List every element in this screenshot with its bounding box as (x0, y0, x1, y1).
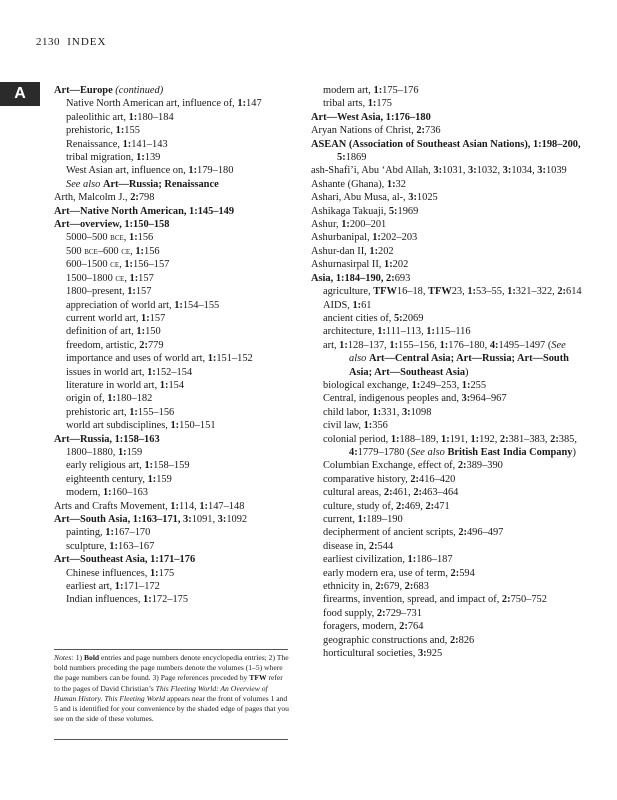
index-subentry: art, 1:128–137, 1:155–156, 1:176–180, 4:1495–1497 (See also Art—Central Asia; Art—Russia; Art—South Asia; Art—Southeast Asia) (323, 339, 569, 378)
index-entry: Ashari, Abu Musa, al-, 3:1025 (311, 192, 438, 204)
index-subentry: definition of art, 1:150 (66, 326, 161, 338)
index-subentry: Central, indigenous peoples and, 3:964–967 (323, 393, 507, 405)
index-column-left (54, 84, 290, 607)
notes-box: Notes: 1) Bold entries and page numbers denote encyclopedia entries; 2) The bold numbers preceding the page numbers denote the volumes (1–5) where the page numbers can be found. 3) Page references preceded by TFW refer to the pages of David Christian’s This Fleeting World: An Overview of Human History. This Fleeting World appears near the front of volumes 1 and 5 and is identified for your convenience by the shaded edge of pages that you see on the side of these volumes. (54, 653, 289, 724)
index-subentry: early modern era, use of term, 2:594 (323, 567, 475, 579)
index-subentry: 1800–present, 1:157 (66, 286, 152, 298)
index-entry: Art—Native North American, 1:145–149 (54, 205, 235, 217)
index-subentry: architecture, 1:111–113, 1:115–116 (323, 326, 471, 338)
index-subentry: Renaissance, 1:141–143 (66, 138, 168, 150)
index-subentry: Columbian Exchange, effect of, 2:389–390 (323, 460, 503, 472)
index-subentry: civil law, 1:356 (323, 420, 388, 432)
index-subentry: 5000–500 bce, 1:156 (66, 232, 154, 244)
index-entry: Asia, 1:184–190, 2:693 (311, 272, 411, 284)
index-subentry: eighteenth century, 1:159 (66, 473, 172, 485)
index-subentry: current world art, 1:157 (66, 312, 166, 324)
index-entry: Ashikaga Takuaji, 5:1969 (311, 205, 419, 217)
section-letter-tab: A (0, 82, 40, 106)
index-entry: Ashur-dan II, 1:202 (311, 245, 394, 257)
index-subentry: colonial period, 1:188–189, 1:191, 1:192, 2:381–383, 2:385, 4:1779–1780 (See also British East India Company) (323, 433, 577, 458)
index-subentry: earliest art, 1:171–172 (66, 581, 160, 593)
index-subentry: disease in, 2:544 (323, 540, 394, 552)
notes-bottom-divider (54, 739, 288, 740)
index-subentry: 500 bce–600 ce, 1:156 (66, 245, 160, 257)
page-number: 2130 (36, 36, 60, 48)
index-subentry: 1800–1880, 1:159 (66, 446, 143, 458)
index-subentry: issues in world art, 1:152–154 (66, 366, 193, 378)
index-subentry: prehistoric, 1:155 (66, 125, 140, 137)
index-entry: ash-Shafi’i, Abu ‘Abd Allah, 3:1031, 3:1032, 3:1034, 3:1039 (311, 165, 567, 177)
page-header (36, 36, 106, 48)
index-subentry: freedom, artistic, 2:779 (66, 339, 164, 351)
index-subentry: 1500–1800 ce, 1:157 (66, 272, 154, 284)
index-subentry: tribal migration, 1:139 (66, 152, 161, 164)
index-subentry: Indian influences, 1:172–175 (66, 594, 189, 606)
index-subentry: cultural areas, 2:461, 2:463–464 (323, 487, 459, 499)
index-entry: Art—West Asia, 1:176–180 (311, 111, 431, 123)
index-subentry: See also Art—Russia; Renaissance (66, 178, 219, 190)
index-subentry: earliest civilization, 1:186–187 (323, 554, 453, 566)
index-entry: Art—Europe (continued) (54, 85, 164, 96)
index-subentry: tribal arts, 1:175 (323, 98, 392, 110)
index-entry: Arts and Crafts Movement, 1:114, 1:147–148 (54, 500, 245, 512)
index-entry: Aryan Nations of Christ, 2:736 (311, 125, 441, 137)
index-entry: Art—Southeast Asia, 1:171–176 (54, 554, 196, 566)
index-subentry: modern art, 1:175–176 (323, 85, 419, 96)
running-head: INDEX (67, 36, 107, 48)
index-subentry: comparative history, 2:416–420 (323, 473, 456, 485)
index-subentry: modern, 1:160–163 (66, 487, 148, 499)
index-subentry: early religious art, 1:158–159 (66, 460, 190, 472)
index-subentry: culture, study of, 2:469, 2:471 (323, 500, 450, 512)
index-subentry: firearms, invention, spread, and impact of, 2:750–752 (323, 594, 547, 606)
index-column-right (311, 84, 583, 660)
index-entry: Arth, Malcolm J., 2:798 (54, 192, 155, 204)
index-subentry: horticultural societies, 3:925 (323, 648, 443, 660)
index-subentry: literature in world art, 1:154 (66, 379, 185, 391)
index-entry: Ashurnasirpal II, 1:202 (311, 259, 409, 271)
index-entry: Art—overview, 1:150–158 (54, 219, 170, 231)
index-subentry: child labor, 1:331, 3:1098 (323, 406, 432, 418)
index-subentry: world art subdisciplines, 1:150–151 (66, 420, 216, 432)
index-subentry: sculpture, 1:163–167 (66, 540, 155, 552)
index-entry: Art—South Asia, 1:163–171, 3:1091, 3:1092 (54, 514, 248, 525)
index-entry: Ashurbanipal, 1:202–203 (311, 232, 418, 244)
index-subentry: ancient cities of, 5:2069 (323, 312, 424, 324)
index-subentry: paleolithic art, 1:180–184 (66, 111, 174, 123)
index-entry: Art—Russia, 1:158–163 (54, 433, 160, 445)
index-subentry: biological exchange, 1:249–253, 1:255 (323, 379, 487, 391)
index-subentry: food supply, 2:729–731 (323, 607, 422, 619)
index-subentry: painting, 1:167–170 (66, 527, 151, 539)
index-subentry: Native North American art, influence of, 1:147 (66, 98, 262, 110)
index-subentry: current, 1:189–190 (323, 514, 403, 525)
index-entry: ASEAN (Association of Southeast Asian Nations), 1:198–200, 5:1869 (311, 138, 581, 164)
index-subentry: decipherment of ancient scripts, 2:496–497 (323, 527, 504, 539)
index-subentry: AIDS, 1:61 (323, 299, 372, 311)
index-subentry: 600–1500 ce, 1:156–157 (66, 259, 170, 271)
index-subentry: foragers, modern, 2:764 (323, 621, 424, 633)
index-entry: Ashur, 1:200–201 (311, 219, 387, 231)
index-subentry: appreciation of world art, 1:154–155 (66, 299, 220, 311)
index-subentry: ethnicity in, 2:679, 2:683 (323, 581, 429, 593)
index-subentry: prehistoric art, 1:155–156 (66, 406, 175, 418)
index-subentry: Chinese influences, 1:175 (66, 567, 175, 579)
index-subentry: West Asian art, influence on, 1:179–180 (66, 165, 234, 177)
index-entry: Ashante (Ghana), 1:32 (311, 178, 406, 190)
index-subentry: origin of, 1:180–182 (66, 393, 153, 405)
notes-divider (54, 649, 288, 650)
index-subentry: geographic constructions and, 2:826 (323, 634, 475, 646)
index-subentry: agriculture, TFW16–18, TFW23, 1:53–55, 1:321–322, 2:614 (323, 286, 582, 298)
index-subentry: importance and uses of world art, 1:151–152 (66, 353, 253, 365)
